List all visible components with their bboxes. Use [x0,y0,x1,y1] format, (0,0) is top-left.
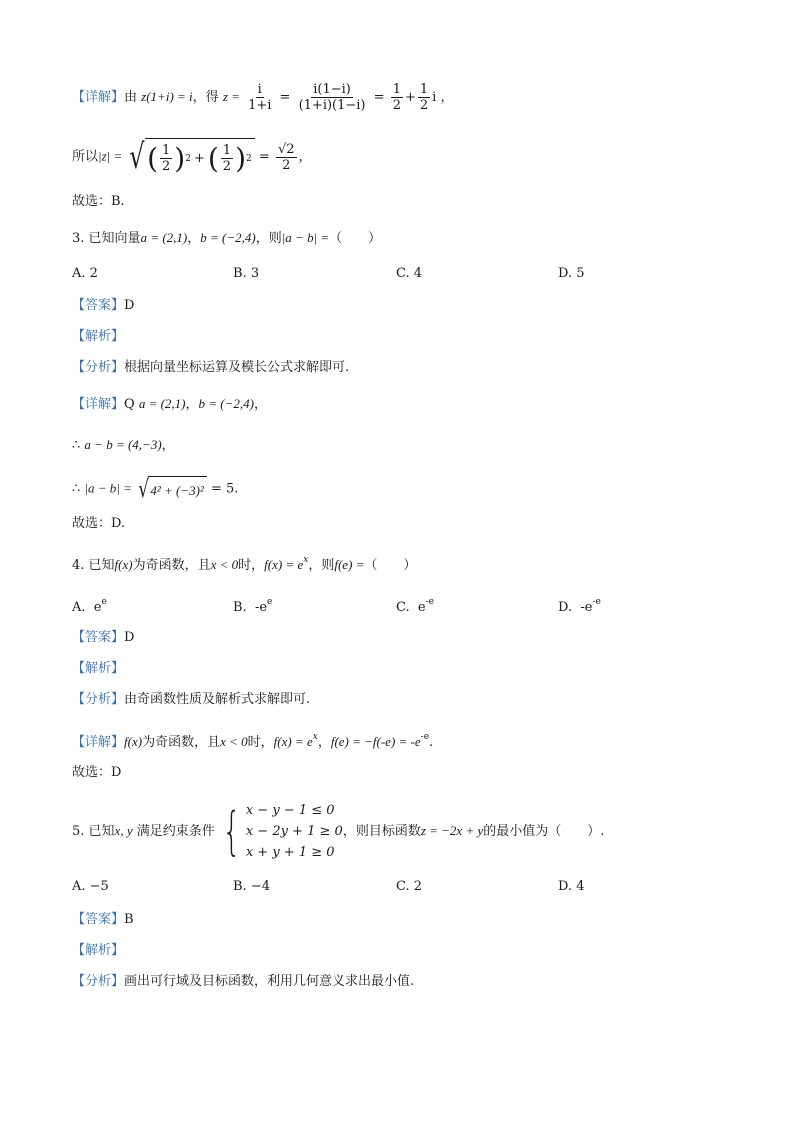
choice-line: 故选：B. [72,194,125,209]
question-3: 3. 已知向量a = (2,1)，b = (−2,4)，则|a − b| =（ ） [72,230,382,246]
detail-line: ∴ a − b = (4,−3)， [72,437,175,453]
option-d: D. $-e^{-e}$ [558,597,601,615]
fraction: $\frac{1}{2}$ [419,82,429,113]
option-b: B. −4 [233,879,270,894]
option-d: D. 4 [558,879,585,894]
choice-line: 故选：D [72,765,122,780]
detail-line-1: 【详解】由 z(1+i) = i，得 z = $\frac{i}{1+i}$ = $\frac{i(1-i)}{(1+i)(1-i)}$ = $\frac{1}{2}$ + $\frac{1}{2}$ i ， [72,82,454,113]
option-d: D. 5 [558,266,585,281]
option-c: C. 4 [396,266,423,281]
answer-line: 【答案】D [72,630,135,645]
detail-line: 【详解】f(x)为奇函数，且x < 0时，$f(x) = e^x$，$f(e) = -f(-e) = -e^{-e}$. [72,732,434,750]
choice-line: 故选：D. [72,516,126,531]
option-a: A. −5 [72,879,109,894]
option-a: A. $e^e$ [72,597,107,615]
option-c: C. 2 [396,879,423,894]
answer-line: 【答案】B [72,912,134,927]
fraction: $\frac{√2}{2}$ [277,141,295,173]
question-5: 5. 已知x, y 满足约束条件 { x − y − 1 ≤ 0 x − 2y + 1 ≥ 0 x + y + 1 ≥ 0 ，则目标函数z = −2x + y的最小值为（ ）. [72,801,605,862]
fraction: $\frac{i(1-i)}{(1+i)(1-i)}$ [298,82,366,113]
detail-line-2: 所以|z| = √ ( $\frac{1}{2}$ ) 2 + ( $\frac{1}{2}$ ) 2 = $\frac{√2}{2}$ ， [72,137,312,177]
analysis-heading: 【解析】 [72,943,125,958]
answer-line: 【答案】D [72,298,135,313]
equation: z(1+i) = i [141,89,193,104]
constraint-system: { x − y − 1 ≤ 0 x − 2y + 1 ≥ 0 x + y + 1 ≥ 0 [222,801,343,862]
fraction: $\frac{i}{1+i}$ [248,82,272,113]
option-c: C. $e^{-e}$ [396,597,434,615]
detail-tag: 【详解】 [72,90,125,105]
square-root: √ 4² + (−3)² [136,476,207,502]
analysis-heading: 【解析】 [72,329,125,344]
detail-line: 【详解】Q a = (2,1)，b = (−2,4)， [72,396,267,412]
option-b: B. 3 [233,266,260,281]
option-a: A. 2 [72,266,98,281]
analysis-line: 【分析】由奇函数性质及解析式求解即可. [72,692,311,707]
analysis-line: 【分析】画出可行域及目标函数，利用几何意义求出最小值. [72,974,415,989]
detail-line: ∴ |a − b| = √ 4² + (−3)² = 5. [72,475,239,503]
option-b: B. $-e^e$ [233,597,273,615]
question-4: 4. 已知f(x)为奇函数，且x < 0时，$f(x) = e^x$，则f(e) =（ ） [72,555,417,573]
analysis-heading: 【解析】 [72,661,125,676]
analysis-line: 【分析】根据向量坐标运算及模长公式求解即可. [72,360,350,375]
square-root: √ ( $\frac{1}{2}$ ) 2 + ( $\frac{1}{2}$ ) 2 [126,138,254,176]
fraction: $\frac{1}{2}$ [392,82,401,113]
